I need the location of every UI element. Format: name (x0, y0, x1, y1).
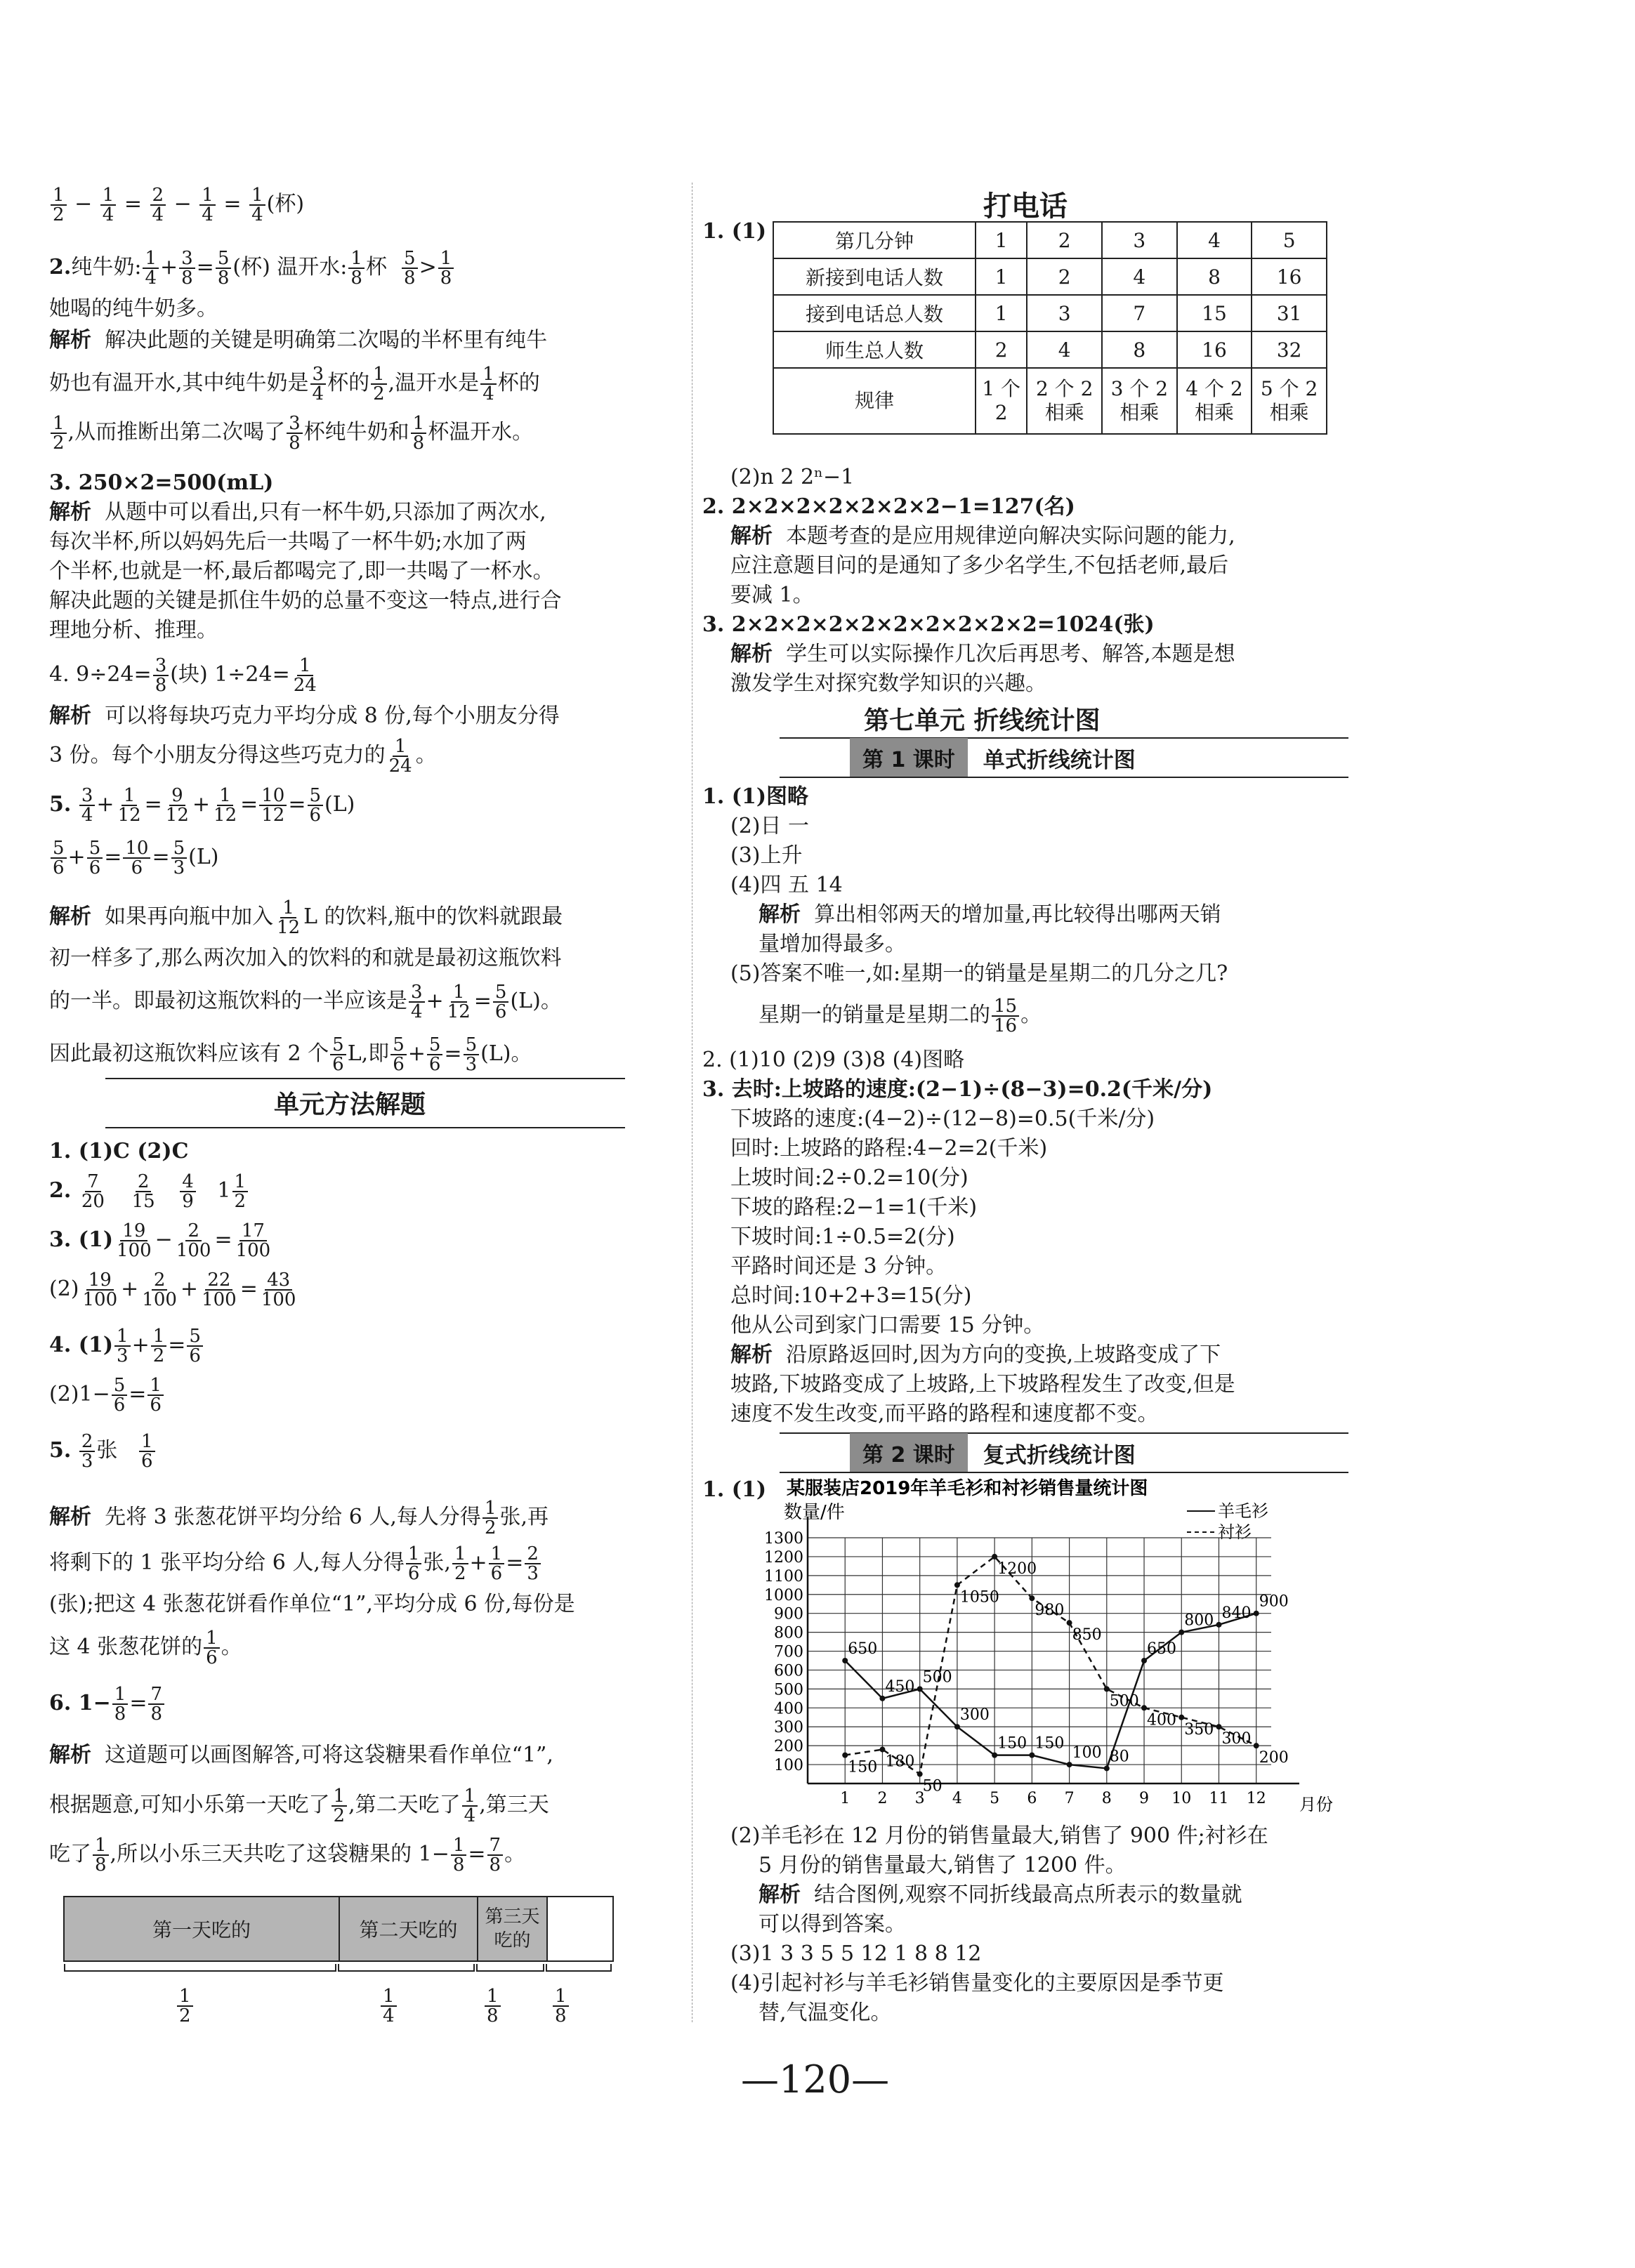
data-point (917, 1686, 923, 1692)
phone-cell: 1 (976, 258, 1027, 295)
p2-answer: 2. 2×2×2×2×2×2×2−1=127(名) (702, 494, 1075, 519)
q2-analysis-3: $\frac{1}{2}$ ,从而推断出第二次喝了 $\frac{3}{8}$ 杯纯牛奶和 $\frac{1}{8}$ 杯温开水。 (49, 414, 533, 452)
q5-analysis-3: 的一半。即最初这瓶饮料的一半应该是 $\frac{3}{4}$ + $\frac{1}{12}$ = $\frac{5}{6}$ (L)。 (49, 982, 562, 1022)
data-label: 840 (1221, 1604, 1252, 1622)
phone-table-row (773, 331, 1327, 368)
lesson1-title: 单式折线统计图 (983, 747, 1136, 773)
chart-series (842, 1554, 1288, 1795)
p3-analysis-2: 激发学生对探究数学知识的兴趣。 (730, 671, 1046, 696)
m6-answer: 6. 1− $\frac{1}{8}$ = $\frac{7}{8}$ (49, 1685, 166, 1723)
phone-table (773, 221, 1327, 435)
m3-answer-2: (2) $\frac{19}{100}$ + $\frac{2}{100}$ + $\frac{22}{100}$ = $\frac{43}{100}$ (49, 1270, 296, 1310)
data-label: 500 (1109, 1692, 1139, 1710)
phone-table-row (773, 258, 1327, 295)
data-point (842, 1658, 848, 1663)
c-2a: (2)羊毛衫在 12 月份的销售量最大,销售了 900 件;衬衫在 (730, 1824, 1268, 1848)
data-label: 500 (922, 1668, 952, 1687)
phone-cell: 16 (1252, 258, 1327, 295)
data-point (992, 1753, 997, 1758)
q3-analysis-5: 理地分析、推理。 (49, 618, 218, 642)
p2-analysis-2: 应注意题目问的是通知了多少名学生,不包括老师,最后 (730, 553, 1229, 578)
chart-ylabel: 数量/件 (784, 1502, 845, 1523)
bar-day2: 第二天吃的 (340, 1897, 478, 1960)
y-tick-label: 600 (774, 1662, 803, 1680)
x-tick-label: 7 (1064, 1790, 1075, 1807)
q1-equation: $\frac{1}{2}$ − $\frac{1}{4}$ = $\frac{2}{4}$ − $\frac{1}{4}$ = $\frac{1}{4}$ (杯) (49, 186, 304, 224)
data-point (1029, 1595, 1035, 1601)
method-title: 单元方法解题 (274, 1090, 426, 1119)
x-tick-label: 5 (990, 1790, 1000, 1807)
c-analysis-2: 可以得到答案。 (759, 1912, 906, 1937)
y-tick-label: 100 (774, 1757, 803, 1775)
y-tick-label: 1000 (764, 1586, 803, 1604)
x-tick-label: 1 (840, 1790, 851, 1807)
phone-cell: 16 (1177, 331, 1252, 368)
data-label: 650 (848, 1640, 878, 1658)
p3-answer: 3. 2×2×2×2×2×2×2×2×2×2=1024(张) (702, 612, 1155, 637)
x-tick-label: 3 (914, 1790, 925, 1807)
legend-label: 衬衫 (1218, 1522, 1252, 1542)
bar-day1: 第一天吃的 (65, 1897, 340, 1960)
l3-5: 下坡的路程:2−1=1(千米) (730, 1195, 978, 1220)
q5-analysis-4: 因此最初这瓶饮料应该有 2 个 $\frac{5}{6}$ L,即 $\frac{5}{6}$ + $\frac{5}{6}$ = $\frac{5}{3}$ (L)。 (49, 1034, 532, 1075)
data-point (1254, 1743, 1259, 1748)
m3-answer-1: 3. (1) $\frac{19}{100}$ − $\frac{2}{100}$ = $\frac{17}{100}$ (49, 1220, 271, 1261)
lesson2-rule (780, 1472, 1348, 1473)
phone-cell: 31 (1252, 295, 1327, 331)
q3-analysis-2: 每次半杯,所以妈妈先后一共喝了一杯牛奶;水加了两 (49, 529, 527, 554)
l1-5b: 星期一的销量是星期二的 $\frac{15}{16}$ 。 (759, 996, 1042, 1036)
chart-title: 某服装店2019年羊毛衫和衬衫销售量统计图 (787, 1478, 1148, 1499)
x-tick-label: 4 (952, 1790, 962, 1807)
c-2b: 5 月份的销售量最大,销售了 1200 件。 (759, 1853, 1127, 1878)
data-point (954, 1582, 960, 1588)
method-rule-bottom (105, 1127, 625, 1128)
data-label: 180 (885, 1753, 915, 1771)
chart-xlabel: 月份 (1299, 1795, 1333, 1814)
l1-analysis-2: 量增加得最多。 (759, 932, 906, 956)
legend-label: 羊毛衫 (1218, 1501, 1268, 1521)
data-label: 300 (959, 1706, 990, 1725)
c-4b: 替,气温变化。 (759, 2000, 892, 2025)
data-label: 150 (1035, 1734, 1065, 1753)
phone-cell: 1 (976, 295, 1027, 331)
c-3: (3)1 3 3 5 5 12 1 8 8 12 (730, 1941, 982, 1966)
data-point (1029, 1753, 1035, 1758)
phone-cell: 8 (1102, 331, 1177, 368)
data-point (1178, 1630, 1184, 1635)
data-label: 100 (1072, 1744, 1102, 1762)
x-tick-label: 11 (1209, 1790, 1229, 1807)
data-label: 300 (1221, 1730, 1252, 1748)
m4-answer-2: (2)1− $\frac{5}{6}$ = $\frac{1}{6}$ (49, 1376, 165, 1414)
y-tick-label: 300 (774, 1719, 803, 1737)
q5-analysis-2: 初一样多了,那么两次加入的饮料的和就是最初这瓶饮料 (49, 946, 562, 970)
phone-cell: 1 个 2 (976, 368, 1027, 434)
data-label: 400 (1147, 1711, 1177, 1729)
data-point (1104, 1686, 1110, 1692)
lesson1-heading (850, 739, 1136, 777)
q4-analysis-2: 3 份。每个小朋友分得这些巧克力的 $\frac{1}{24}$ 。 (49, 736, 437, 777)
phone-cell: 2 (1027, 222, 1102, 258)
phone-table-row (773, 368, 1327, 434)
q2-conclusion: 她喝的纯牛奶多。 (49, 296, 218, 321)
l3-1: 3. 去时:上坡路的速度:(2−1)÷(8−3)=0.2(千米/分) (702, 1077, 1213, 1102)
bracket-label-3: $\frac{1}{8}$ (483, 1987, 502, 2025)
phone-cell: 1 (976, 222, 1027, 258)
data-label: 150 (997, 1734, 1027, 1753)
phone-row-header: 接到电话总人数 (773, 295, 976, 331)
data-point (842, 1753, 848, 1758)
data-label: 1200 (997, 1560, 1037, 1578)
m5-analysis-4: 这 4 张葱花饼的 $\frac{1}{6}$ 。 (49, 1628, 242, 1668)
q5-answer-1: 5. $\frac{3}{4}$ + $\frac{1}{12}$ = $\frac{9}{12}$ + $\frac{1}{12}$ = $\frac{10}{12}$ = $\frac{5}{6}$ (L) (49, 785, 355, 826)
q5-analysis: 解析 如果再向瓶中加入 $\frac{1}{12}$ L 的饮料,瓶中的饮料就跟最 (49, 897, 563, 938)
l3-2: 下坡路的速度:(4−2)÷(12−8)=0.5(千米/分) (730, 1107, 1155, 1131)
q2-analysis: 解析 解决此题的关键是明确第二次喝的半杯里有纯牛 (49, 328, 548, 352)
l1-3: (3)上升 (730, 843, 803, 868)
phone-table-row (773, 295, 1327, 331)
q3-answer: 3. 250×2=500(mL) (49, 470, 274, 495)
q2-answer: 2.纯牛奶: $\frac{1}{4}$ + $\frac{3}{8}$ = $\frac{5}{8}$ (杯) 温开水: $\frac{1}{8}$ 杯 $\frac{5}{8}$ > $\frac{1}{8}$ (49, 249, 455, 287)
data-point (1067, 1620, 1072, 1626)
phone-cell: 4 (1027, 331, 1102, 368)
m4-answer-1: 4. (1) $\frac{1}{3}$ + $\frac{1}{2}$ = $\frac{5}{6}$ (49, 1327, 204, 1365)
unit7-title: 第七单元 折线统计图 (864, 706, 1101, 735)
y-tick-label: 500 (774, 1681, 803, 1699)
lesson2-tag: 第 2 课时 (850, 1433, 968, 1472)
q5-answer-2: $\frac{5}{6}$ + $\frac{5}{6}$ = $\frac{10}{6}$ = $\frac{5}{3}$ (L) (49, 839, 219, 877)
l2-answer: 2. (1)10 (2)9 (3)8 (4)图略 (702, 1048, 965, 1072)
data-label: 350 (1184, 1720, 1214, 1739)
data-point (1104, 1765, 1110, 1771)
data-point (1216, 1622, 1221, 1628)
l1-analysis: 解析 算出相邻两天的增加量,再比较得出哪两天销 (759, 902, 1221, 927)
l3-analysis-3: 速度不发生改变,而平路的路程和速度都不变。 (730, 1402, 1159, 1426)
data-label: 150 (848, 1758, 878, 1776)
phone-row-header: 第几分钟 (773, 222, 976, 258)
phone-cell: 8 (1177, 258, 1252, 295)
data-point (992, 1554, 997, 1560)
lesson2-heading (850, 1434, 1136, 1472)
data-point (1141, 1658, 1147, 1663)
data-label: 1050 (959, 1588, 999, 1607)
lesson2-title: 复式折线统计图 (983, 1442, 1136, 1468)
m5-analysis-3: (张);把这 4 张葱花饼看作单位“1”,平均分成 6 份,每份是 (49, 1592, 575, 1616)
y-tick-label: 800 (774, 1624, 803, 1642)
phone-cell: 2 (976, 331, 1027, 368)
m6-analysis: 解析 这道题可以画图解答,可将这袋糖果看作单位“1”, (49, 1743, 553, 1767)
data-point (879, 1747, 885, 1753)
q2-analysis-2: 奶也有温开水,其中纯牛奶是 $\frac{3}{4}$ 杯的 $\frac{1}{2}$ ,温开水是 $\frac{1}{4}$ 杯的 (49, 364, 540, 404)
phone-cell: 15 (1177, 295, 1252, 331)
data-label: 50 (922, 1777, 943, 1795)
data-point (879, 1696, 885, 1701)
l3-6: 下坡时间:1÷0.5=2(分) (730, 1225, 955, 1249)
data-point (1067, 1762, 1072, 1767)
m5-answer: 5. $\frac{2}{3}$ 张 $\frac{1}{6}$ (49, 1432, 157, 1470)
l3-8: 总时间:10+2+3=15(分) (730, 1284, 972, 1308)
data-point (1141, 1705, 1147, 1710)
x-tick-label: 8 (1101, 1790, 1112, 1807)
data-label: 200 (1259, 1749, 1289, 1767)
y-tick-label: 700 (774, 1643, 803, 1661)
q3-analysis-3: 个半杯,也就是一杯,最后都喝完了,即一共喝了一杯水。 (49, 559, 554, 584)
page-number: —120— (741, 2057, 890, 2102)
y-tick-label: 400 (774, 1700, 803, 1718)
phone-cell: 3 个 2 相乘 (1102, 368, 1177, 434)
data-point (1178, 1715, 1184, 1720)
p1-label: 1. (1) (702, 219, 767, 244)
phone-cell: 7 (1102, 295, 1177, 331)
data-label: 900 (1259, 1593, 1289, 1611)
data-point (917, 1772, 923, 1777)
l3-analysis: 解析 沿原路返回时,因为方向的变换,上坡路变成了下 (730, 1343, 1221, 1367)
x-tick-label: 10 (1171, 1790, 1192, 1807)
phone-cell: 5 个 2 相乘 (1252, 368, 1327, 434)
data-label: 650 (1147, 1640, 1177, 1658)
chart-legend (1187, 1501, 1268, 1542)
m6-analysis-3: 吃了 $\frac{1}{8}$ ,所以小乐三天共吃了这袋糖果的 1− $\frac{1}{8}$ = $\frac{7}{8}$ 。 (49, 1835, 526, 1875)
l3-9: 他从公司到家门口需要 15 分钟。 (730, 1313, 1045, 1338)
q4-answer: 4. 9÷24= $\frac{3}{8}$ (块) 1÷24= $\frac{1}{24}$ (49, 655, 317, 696)
q3-analysis-4: 解决此题的关键是抓住牛奶的总量不变这一特点,进行合 (49, 588, 562, 613)
x-tick-label: 9 (1139, 1790, 1150, 1807)
m6-analysis-2: 根据题意,可知小乐第一天吃了 $\frac{1}{2}$ ,第二天吃了 $\frac{1}{4}$ ,第三天 (49, 1786, 549, 1826)
y-tick-label: 200 (774, 1738, 803, 1756)
c-4a: (4)引起衬衫与羊毛衫销售量变化的主要原因是季节更 (730, 1971, 1224, 1996)
m2-answer: 2. $\frac{7}{20}$ $\frac{2}{15}$ $\frac{4}{9}$ 1 $\frac{1}{2}$ (49, 1173, 249, 1211)
phone-cell: 3 (1027, 295, 1102, 331)
phone-cell: 2 个 2 相乘 (1027, 368, 1102, 434)
y-tick-label: 900 (774, 1605, 803, 1623)
l1-5: (5)答案不唯一,如:星期一的销量是星期二的几分之几? (730, 961, 1228, 986)
l3-4: 上坡时间:2÷0.2=10(分) (730, 1166, 968, 1190)
phone-cell: 4 (1177, 222, 1252, 258)
p2-analysis-3: 要减 1。 (730, 583, 814, 607)
x-tick-label: 2 (877, 1790, 888, 1807)
q4-analysis: 解析 可以将每块巧克力平均分成 8 份,每个小朋友分得 (49, 704, 560, 728)
data-label: 800 (1184, 1611, 1214, 1630)
method-rule-top (105, 1078, 625, 1079)
data-label: 980 (1035, 1602, 1065, 1620)
l3-7: 平路时间还是 3 分钟。 (730, 1254, 947, 1279)
m5-analysis-2: 将剩下的 1 张平均分给 6 人,每人分得 $\frac{1}{6}$ 张, $\frac{1}{2}$ + $\frac{1}{6}$ = $\frac{2}{3}$ (49, 1545, 542, 1583)
p1-part2: (2)n 2 2ⁿ−1 (730, 465, 855, 489)
phone-cell: 4 (1102, 258, 1177, 295)
phone-cell: 2 (1027, 258, 1102, 295)
l1-1: 1. (1)图略 (702, 784, 809, 809)
data-label: 850 (1072, 1626, 1102, 1644)
phone-row-header: 新接到电话人数 (773, 258, 976, 295)
data-point (1216, 1724, 1221, 1729)
m1-answer: 1. (1)C (2)C (49, 1139, 189, 1163)
candy-bar (63, 1896, 614, 1962)
bar-day3: 第三天吃的 (478, 1897, 548, 1960)
y-tick-label: 1100 (764, 1567, 803, 1585)
phone-cell: 32 (1252, 331, 1327, 368)
y-tick-label: 1200 (764, 1548, 803, 1567)
data-point (1254, 1611, 1259, 1616)
sales-line-chart (751, 1475, 1341, 1826)
phone-row-header: 规律 (773, 368, 976, 434)
l3-analysis-2: 坡路,下坡路变成了上坡路,上下坡路程发生了改变,但是 (730, 1372, 1235, 1397)
data-point (954, 1724, 960, 1729)
c-label: 1. (1) (702, 1477, 767, 1502)
phone-title: 打电话 (983, 190, 1068, 223)
p2-analysis: 解析 本题考查的是应用规律逆向解决实际问题的能力, (730, 524, 1235, 548)
p3-analysis: 解析 学生可以实际操作几次后再思考、解答,本题是想 (730, 642, 1235, 666)
lesson1-tag: 第 1 课时 (850, 738, 968, 777)
x-tick-label: 6 (1027, 1790, 1037, 1807)
phone-row-header: 师生总人数 (773, 331, 976, 368)
c-analysis: 解析 结合图例,观察不同折线最高点所表示的数量就 (759, 1883, 1242, 1907)
l1-2: (2)日 一 (730, 814, 810, 838)
lesson1-rule (780, 777, 1348, 778)
y-tick-label: 1300 (764, 1530, 803, 1548)
l1-4: (4)四 五 14 (730, 873, 843, 897)
q3-analysis: 解析 从题中可以看出,只有一杯牛奶,只添加了两次水, (49, 500, 546, 525)
bracket-label-1: $\frac{1}{2}$ (176, 1987, 195, 2025)
data-label: 80 (1109, 1748, 1129, 1766)
m5-analysis: 解析 先将 3 张葱花饼平均分给 6 人,每人分得 $\frac{1}{2}$ 张,再 (49, 1498, 549, 1538)
bracket-label-4: $\frac{1}{8}$ (551, 1987, 570, 2025)
x-tick-label: 12 (1246, 1790, 1266, 1807)
l3-3: 回时:上坡路的路程:4−2=2(千米) (730, 1136, 1048, 1161)
phone-cell: 3 (1102, 222, 1177, 258)
data-label: 450 (885, 1677, 915, 1696)
phone-cell: 5 (1252, 222, 1327, 258)
phone-cell: 4 个 2 相乘 (1177, 368, 1252, 434)
bar-brackets (63, 1963, 625, 1998)
bracket-label-2: $\frac{1}{4}$ (379, 1987, 398, 2025)
phone-table-row (773, 222, 1327, 258)
